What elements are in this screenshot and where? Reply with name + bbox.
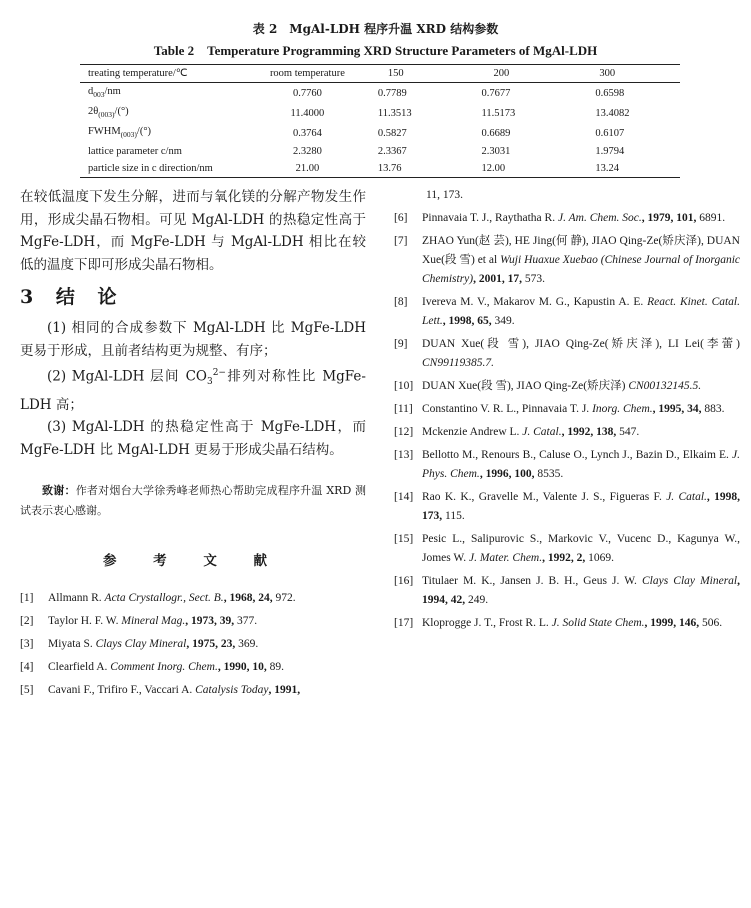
table-cell: 13.76	[377, 163, 402, 175]
table-row	[80, 103, 680, 123]
table-cell: 0.6107	[595, 127, 625, 139]
row-label: $2\theta_{(003)}/(^\circ)$	[88, 106, 129, 120]
table-cell: 11.4000	[290, 107, 325, 119]
reference-item: [8] Ivereva M. V., Makarov M. G., Kapustin A. E. React. Kinet. Catal. Lett., 1998, 65, 349.	[394, 296, 741, 327]
reference-item: [13] Bellotto M., Renours B., Caluse O., Lynch J., Bazin D., Elkaim E. J. Phys. Chem., 1996, 100, 8535.	[394, 449, 740, 480]
row-label: $d_{003}/nm$	[88, 86, 121, 100]
left-column	[20, 186, 366, 704]
table-cell: 2.3367	[377, 146, 407, 158]
table-cell: 21.00	[295, 163, 320, 175]
table-caption-en: Table 2 Temperature Programming XRD Structure Parameters of MgAl-LDH	[153, 43, 598, 58]
table-row	[80, 83, 680, 104]
table-cell: 11.3513	[377, 107, 412, 119]
row-label: $FWHM_{(003)}/(^\circ)$	[88, 126, 152, 140]
table-cell: 1.9794	[595, 146, 625, 158]
table-cell: 0.6598	[595, 87, 625, 99]
table-cell: 0.3764	[292, 127, 322, 139]
reference-item: [17] Kloprogge J. T., Frost R. L. J. Solid State Chem., 1999, 146, 506.	[394, 617, 723, 629]
table-cell: 2.3280	[292, 146, 322, 158]
ack-label: 致谢：	[42, 484, 76, 498]
reference-item: [12] Mckenzie Andrew L. J. Catal., 1992, 138, 547.	[394, 426, 640, 438]
table-row	[80, 160, 680, 178]
table-header-row	[80, 65, 680, 83]
reference-continuation: 11, 173.	[426, 189, 463, 201]
table-row	[80, 123, 680, 143]
table-cell: 0.6689	[481, 127, 511, 139]
table-cell: 12.00	[481, 163, 506, 175]
reference-item: [3] Miyata S. Clays Clay Mineral, 1975, 23, 369.	[20, 638, 259, 651]
reference-item: [10] DUAN Xue(段 雪), JIAO Qing-Ze(矫庆泽) CN00132145.5.	[394, 380, 702, 392]
xrd-parameters-table	[80, 64, 680, 178]
table-cell: 0.5827	[377, 127, 407, 139]
row-label: lattice parameter c/nm	[88, 146, 182, 158]
conclusion-2-text-b: 排列对称性比 MgFe-LDH 高；	[20, 368, 366, 413]
table-cell: 0.7760	[292, 87, 322, 99]
table-header-cell: 200	[493, 68, 510, 79]
table-header-cell: room temperature	[269, 68, 345, 79]
reference-item: [6] Pinnavaia T. J., Raythatha R. J. Am. Chem. Soc., 1979, 101, 6891.	[394, 212, 726, 224]
reference-item: [15] Pesic L., Salipurovic S., Markovic V., Vucenc D., Kagunya W., Jomes W. J. Mater. Chem., 1992, 2, 1069.	[394, 533, 740, 564]
conclusion-2-sub: 3	[206, 377, 213, 388]
table-caption-cn: 表 2 MgAl-LDH 程序升温 XRD 结构参数	[252, 22, 499, 36]
conclusion-2-text-a: (2) MgAl-LDH 层间 CO	[47, 368, 207, 385]
conclusion-item-2	[20, 362, 366, 416]
row-label: particle size in c direction/nm	[88, 163, 213, 175]
references-list-right	[394, 209, 740, 633]
reference-item: [11] Constantino V. R. L., Pinnavaia T. J. Inorg. Chem., 1995, 34, 883.	[394, 403, 725, 415]
table-header-cell: 300	[599, 68, 616, 79]
reference-item: [1] Allmann R. Acta Crystallogr., Sect. B., 1968, 24, 972.	[20, 592, 296, 605]
table-header-cell: 150	[387, 68, 404, 79]
table-cell: 0.7789	[377, 87, 407, 99]
references-list-left	[20, 589, 366, 700]
section-heading: 3 结 论	[20, 286, 125, 308]
table-cell: 2.3031	[481, 146, 511, 158]
conclusion-item-1: (1) 相同的合成参数下 MgAl-LDH 比 MgFe-LDH 更易于形成，且前者结构更为规整、有序；	[20, 320, 366, 359]
table-cell: 13.4082	[595, 107, 630, 119]
reference-item: [7] ZHAO Yun(赵 芸), HE Jing(何 静), JIAO Qing-Ze(矫庆泽), DUAN Xue(段 雪) et al Wuji Huaxue Xuebao (Chinese Journal of Inorganic Chemistry), 2001, 17, 573.	[394, 235, 740, 285]
references-heading: 参 考 文 献	[102, 553, 284, 570]
right-column	[394, 186, 740, 637]
table-cell: 13.24	[595, 163, 619, 175]
reference-item: [16] Titulaer M. K., Jansen J. B. H., Geus J. W. Clays Clay Mineral, 1994, 42, 249.	[394, 575, 740, 606]
conclusion-item-3: (3) MgAl-LDH 的热稳定性高于 MgFe-LDH，而 MgFe-LDH 比 MgAl-LDH 更易于形成尖晶石结构。	[20, 419, 366, 458]
table-cell: 0.7677	[481, 87, 511, 99]
table-header-cell: treating temperature/℃	[88, 68, 188, 79]
table-cell: 11.5173	[481, 107, 516, 119]
conclusion-2-sup: 2−	[212, 368, 226, 378]
reference-item: [14] Rao K. K., Gravelle M., Valente J. S., Figueras F. J. Catal., 1998, 173, 115.	[394, 491, 740, 522]
ack-text: 作者对烟台大学徐秀峰老师热心帮助完成程序升温 XRD 测试表示衷心感谢。	[20, 484, 367, 518]
reference-item: [5] Cavani F., Trifiro F., Vaccari A. Catalysis Today, 1991,	[20, 684, 301, 697]
reference-item: [4] Clearfield A. Comment Inorg. Chem., 1990, 10, 89.	[20, 661, 284, 674]
body-paragraph: 在较低温度下发生分解，进而与氧化镁的分解产物发生作用，形成尖晶石物相。可见 MgAl-LDH 的热稳定性高于 MgFe-LDH，而 MgFe-LDH 与 MgAl-LDH 相比在较低的温度下即可形成尖晶石物相。	[20, 189, 366, 273]
reference-item: [2] Taylor H. F. W. Mineral Mag., 1973, 39, 377.	[20, 615, 258, 628]
reference-item: [9] DUAN Xue(段 雪), JIAO Qing-Ze(矫庆泽), LI Lei(李蕾) CN99119385.7.	[394, 338, 740, 369]
acknowledgement	[20, 481, 366, 521]
table-row	[80, 143, 680, 160]
